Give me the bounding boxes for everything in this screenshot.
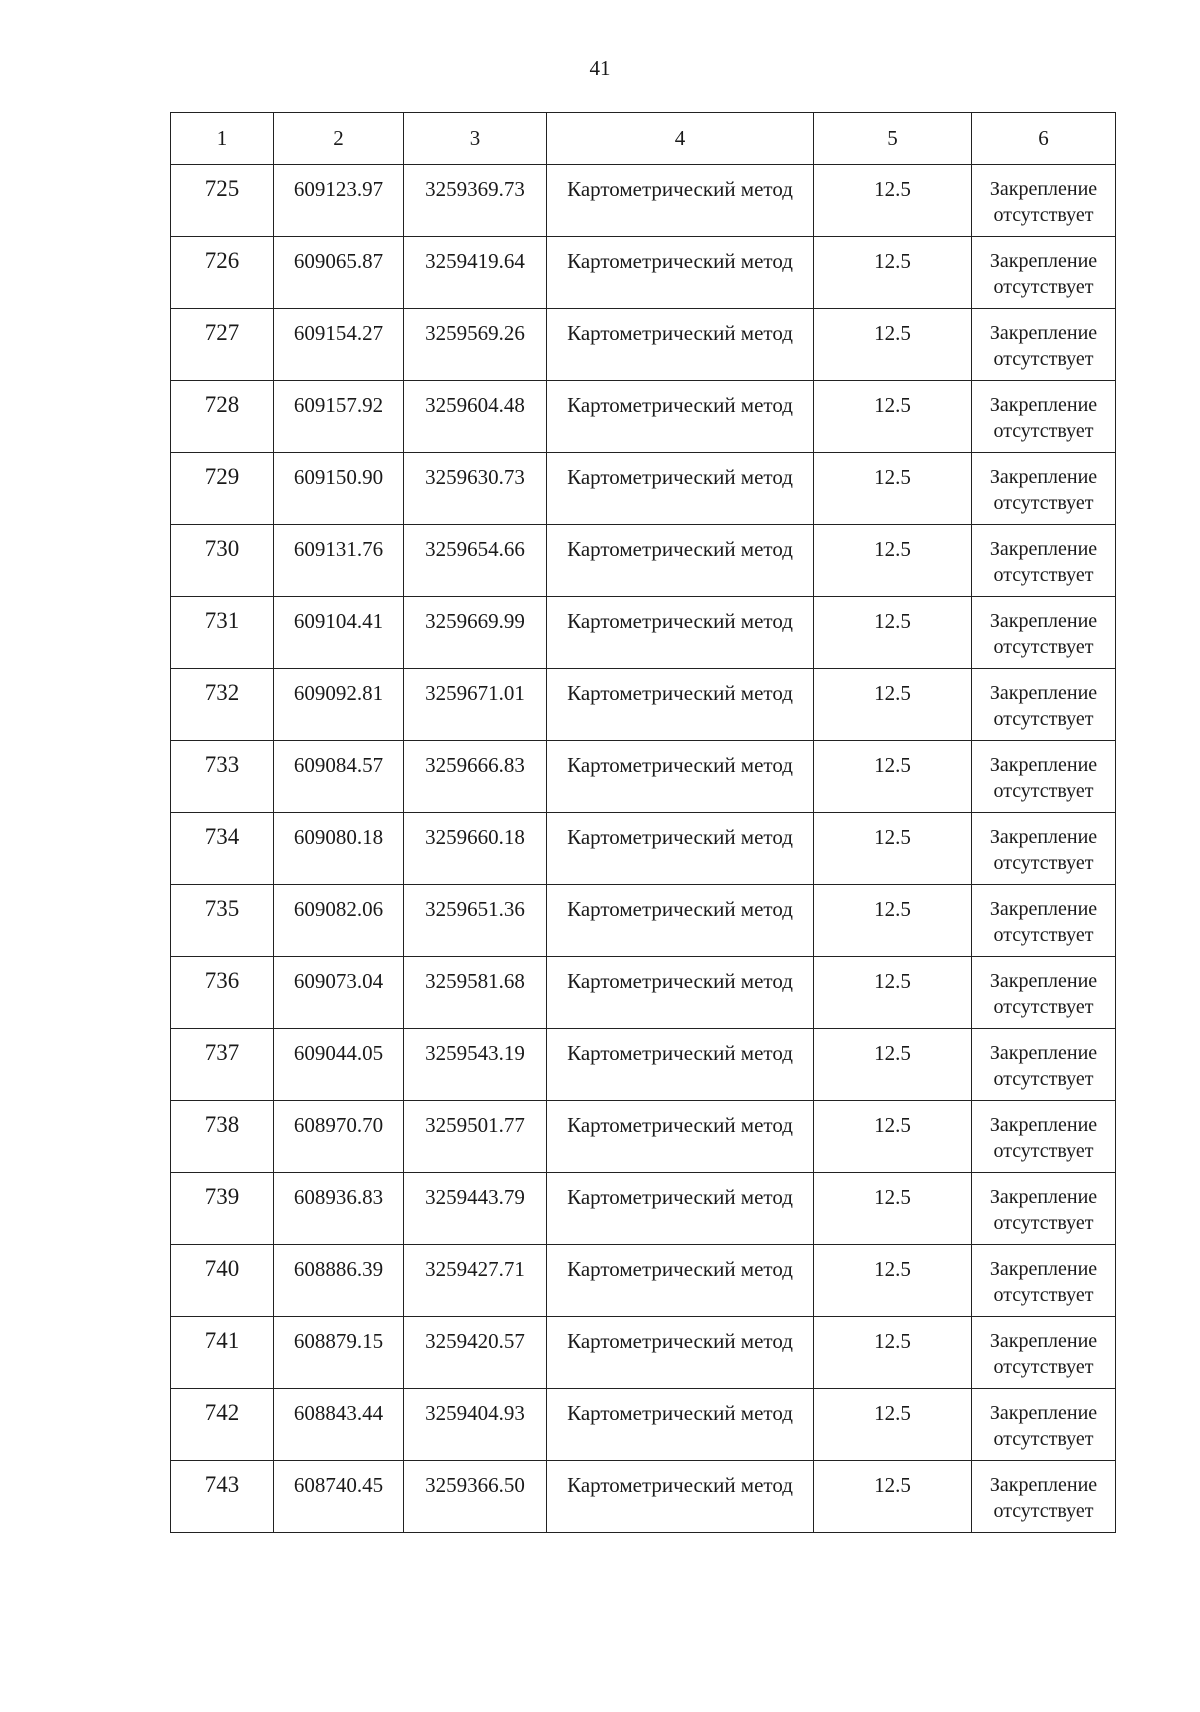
y-coordinate-cell: 3259581.68: [404, 957, 547, 1029]
method-cell: Картометрический метод: [547, 741, 814, 813]
fixation-line-1: Закрепление: [989, 826, 1098, 848]
fixation-line-1: Закрепление: [989, 970, 1098, 992]
table-row: [171, 1101, 1116, 1173]
y-coordinate-cell: 3259420.57: [404, 1317, 547, 1389]
point-number-cell: 737: [171, 1029, 274, 1101]
table-row: [171, 237, 1116, 309]
fixation-cell: [972, 1461, 1116, 1533]
fixation-line-1: Закрепление: [989, 1474, 1098, 1496]
fixation-line-2: отсутствует: [993, 348, 1094, 370]
y-coordinate-cell: 3259569.26: [404, 309, 547, 381]
fixation-cell: [972, 1245, 1116, 1317]
accuracy-cell: 12.5: [814, 1245, 972, 1317]
point-number-cell: 741: [171, 1317, 274, 1389]
point-number-cell: 739: [171, 1173, 274, 1245]
method-cell: Картометрический метод: [547, 165, 814, 237]
x-coordinate-cell: 609084.57: [274, 741, 404, 813]
point-number-cell: 733: [171, 741, 274, 813]
accuracy-cell: 12.5: [814, 1101, 972, 1173]
fixation-cell: [972, 1317, 1116, 1389]
table-row: [171, 669, 1116, 741]
y-coordinate-cell: 3259654.66: [404, 525, 547, 597]
accuracy-cell: 12.5: [814, 669, 972, 741]
point-number-cell: 727: [171, 309, 274, 381]
fixation-line-2: отсутствует: [993, 420, 1094, 442]
x-coordinate-cell: 609092.81: [274, 669, 404, 741]
fixation-line-2: отсутствует: [993, 204, 1094, 226]
fixation-line-1: Закрепление: [989, 178, 1098, 200]
method-cell: Картометрический метод: [547, 453, 814, 525]
fixation-line-2: отсутствует: [993, 1068, 1094, 1090]
header-row: [171, 113, 1116, 165]
column-header-2: 2: [274, 113, 404, 165]
y-coordinate-cell: 3259651.36: [404, 885, 547, 957]
column-header-5: 5: [814, 113, 972, 165]
table-row: [171, 741, 1116, 813]
x-coordinate-cell: 609104.41: [274, 597, 404, 669]
fixation-line-1: Закрепление: [989, 1258, 1098, 1280]
fixation-cell: [972, 885, 1116, 957]
point-number-cell: 736: [171, 957, 274, 1029]
method-cell: Картометрический метод: [547, 1173, 814, 1245]
fixation-cell: [972, 525, 1116, 597]
table-row: [171, 1389, 1116, 1461]
column-header-4: 4: [547, 113, 814, 165]
column-header-3: 3: [404, 113, 547, 165]
method-cell: Картометрический метод: [547, 669, 814, 741]
point-number-cell: 738: [171, 1101, 274, 1173]
accuracy-cell: 12.5: [814, 1461, 972, 1533]
point-number-cell: 728: [171, 381, 274, 453]
table-row: [171, 309, 1116, 381]
accuracy-cell: 12.5: [814, 309, 972, 381]
fixation-line-1: Закрепление: [989, 1114, 1098, 1136]
y-coordinate-cell: 3259427.71: [404, 1245, 547, 1317]
x-coordinate-cell: 609123.97: [274, 165, 404, 237]
fixation-line-2: отсутствует: [993, 1212, 1094, 1234]
accuracy-cell: 12.5: [814, 1389, 972, 1461]
method-cell: Картометрический метод: [547, 1245, 814, 1317]
y-coordinate-cell: 3259604.48: [404, 381, 547, 453]
x-coordinate-cell: 609150.90: [274, 453, 404, 525]
y-coordinate-cell: 3259543.19: [404, 1029, 547, 1101]
fixation-cell: [972, 1173, 1116, 1245]
accuracy-cell: 12.5: [814, 813, 972, 885]
accuracy-cell: 12.5: [814, 597, 972, 669]
method-cell: Картометрический метод: [547, 885, 814, 957]
x-coordinate-cell: 608936.83: [274, 1173, 404, 1245]
x-coordinate-cell: 608740.45: [274, 1461, 404, 1533]
fixation-line-2: отсутствует: [993, 924, 1094, 946]
fixation-line-2: отсутствует: [993, 852, 1094, 874]
point-number-cell: 725: [171, 165, 274, 237]
y-coordinate-cell: 3259369.73: [404, 165, 547, 237]
fixation-line-2: отсутствует: [993, 1356, 1094, 1378]
y-coordinate-cell: 3259630.73: [404, 453, 547, 525]
table-row: [171, 885, 1116, 957]
x-coordinate-cell: 609131.76: [274, 525, 404, 597]
point-number-cell: 729: [171, 453, 274, 525]
table-row: [171, 1029, 1116, 1101]
table-row: [171, 1461, 1116, 1533]
table-header: [171, 113, 1116, 165]
fixation-line-2: отсутствует: [993, 1284, 1094, 1306]
table-row: [171, 453, 1116, 525]
method-cell: Картометрический метод: [547, 381, 814, 453]
accuracy-cell: 12.5: [814, 525, 972, 597]
column-header-6: 6: [972, 113, 1116, 165]
accuracy-cell: 12.5: [814, 885, 972, 957]
accuracy-cell: 12.5: [814, 1173, 972, 1245]
fixation-cell: [972, 957, 1116, 1029]
method-cell: Картометрический метод: [547, 597, 814, 669]
fixation-cell: [972, 165, 1116, 237]
fixation-cell: [972, 453, 1116, 525]
x-coordinate-cell: 609082.06: [274, 885, 404, 957]
method-cell: Картометрический метод: [547, 1461, 814, 1533]
method-cell: Картометрический метод: [547, 1029, 814, 1101]
x-coordinate-cell: 608879.15: [274, 1317, 404, 1389]
fixation-line-1: Закрепление: [989, 898, 1098, 920]
accuracy-cell: 12.5: [814, 453, 972, 525]
x-coordinate-cell: 609073.04: [274, 957, 404, 1029]
point-number-cell: 734: [171, 813, 274, 885]
fixation-cell: [972, 1029, 1116, 1101]
fixation-line-1: Закрепление: [989, 250, 1098, 272]
x-coordinate-cell: 609080.18: [274, 813, 404, 885]
fixation-line-1: Закрепление: [989, 682, 1098, 704]
y-coordinate-cell: 3259501.77: [404, 1101, 547, 1173]
fixation-line-2: отсутствует: [993, 564, 1094, 586]
x-coordinate-cell: 609154.27: [274, 309, 404, 381]
y-coordinate-cell: 3259419.64: [404, 237, 547, 309]
accuracy-cell: 12.5: [814, 237, 972, 309]
fixation-line-1: Закрепление: [989, 1330, 1098, 1352]
accuracy-cell: 12.5: [814, 957, 972, 1029]
fixation-cell: [972, 741, 1116, 813]
method-cell: Картометрический метод: [547, 309, 814, 381]
accuracy-cell: 12.5: [814, 165, 972, 237]
fixation-line-1: Закрепление: [989, 466, 1098, 488]
fixation-cell: [972, 813, 1116, 885]
fixation-cell: [972, 1101, 1116, 1173]
table-row: [171, 813, 1116, 885]
method-cell: Картометрический метод: [547, 1389, 814, 1461]
x-coordinate-cell: 609044.05: [274, 1029, 404, 1101]
fixation-line-1: Закрепление: [989, 538, 1098, 560]
column-header-1: 1: [171, 113, 274, 165]
fixation-line-2: отсутствует: [993, 708, 1094, 730]
method-cell: Картометрический метод: [547, 957, 814, 1029]
table-row: [171, 957, 1116, 1029]
coordinates-table: [170, 112, 1116, 1533]
fixation-line-2: отсутствует: [993, 1428, 1094, 1450]
table-row: [171, 381, 1116, 453]
fixation-line-1: Закрепление: [989, 1186, 1098, 1208]
y-coordinate-cell: 3259671.01: [404, 669, 547, 741]
fixation-line-1: Закрепление: [989, 754, 1098, 776]
fixation-cell: [972, 1389, 1116, 1461]
point-number-cell: 726: [171, 237, 274, 309]
fixation-cell: [972, 669, 1116, 741]
fixation-line-1: Закрепление: [989, 1402, 1098, 1424]
point-number-cell: 742: [171, 1389, 274, 1461]
point-number-cell: 740: [171, 1245, 274, 1317]
fixation-line-1: Закрепление: [989, 610, 1098, 632]
fixation-cell: [972, 237, 1116, 309]
y-coordinate-cell: 3259404.93: [404, 1389, 547, 1461]
accuracy-cell: 12.5: [814, 381, 972, 453]
table-row: [171, 525, 1116, 597]
x-coordinate-cell: 609065.87: [274, 237, 404, 309]
table-row: [171, 165, 1116, 237]
method-cell: Картометрический метод: [547, 525, 814, 597]
point-number-cell: 743: [171, 1461, 274, 1533]
fixation-cell: [972, 381, 1116, 453]
accuracy-cell: 12.5: [814, 1317, 972, 1389]
method-cell: Картометрический метод: [547, 237, 814, 309]
fixation-line-1: Закрепление: [989, 1042, 1098, 1064]
method-cell: Картометрический метод: [547, 1317, 814, 1389]
x-coordinate-cell: 608886.39: [274, 1245, 404, 1317]
fixation-cell: [972, 309, 1116, 381]
fixation-line-2: отсутствует: [993, 1140, 1094, 1162]
fixation-line-2: отсутствует: [993, 1500, 1094, 1522]
y-coordinate-cell: 3259669.99: [404, 597, 547, 669]
table-row: [171, 597, 1116, 669]
x-coordinate-cell: 608843.44: [274, 1389, 404, 1461]
y-coordinate-cell: 3259666.83: [404, 741, 547, 813]
x-coordinate-cell: 608970.70: [274, 1101, 404, 1173]
table-row: [171, 1245, 1116, 1317]
point-number-cell: 735: [171, 885, 274, 957]
fixation-cell: [972, 597, 1116, 669]
fixation-line-2: отсутствует: [993, 636, 1094, 658]
table-row: [171, 1173, 1116, 1245]
table-body: [171, 165, 1116, 1533]
fixation-line-1: Закрепление: [989, 322, 1098, 344]
point-number-cell: 731: [171, 597, 274, 669]
fixation-line-2: отсутствует: [993, 780, 1094, 802]
accuracy-cell: 12.5: [814, 1029, 972, 1101]
point-number-cell: 730: [171, 525, 274, 597]
fixation-line-2: отсутствует: [993, 996, 1094, 1018]
method-cell: Картометрический метод: [547, 1101, 814, 1173]
fixation-line-1: Закрепление: [989, 394, 1098, 416]
fixation-line-2: отсутствует: [993, 276, 1094, 298]
fixation-line-2: отсутствует: [993, 492, 1094, 514]
y-coordinate-cell: 3259366.50: [404, 1461, 547, 1533]
point-number-cell: 732: [171, 669, 274, 741]
x-coordinate-cell: 609157.92: [274, 381, 404, 453]
table-row: [171, 1317, 1116, 1389]
y-coordinate-cell: 3259443.79: [404, 1173, 547, 1245]
page-number: 41: [589, 56, 611, 80]
accuracy-cell: 12.5: [814, 741, 972, 813]
method-cell: Картометрический метод: [547, 813, 814, 885]
y-coordinate-cell: 3259660.18: [404, 813, 547, 885]
